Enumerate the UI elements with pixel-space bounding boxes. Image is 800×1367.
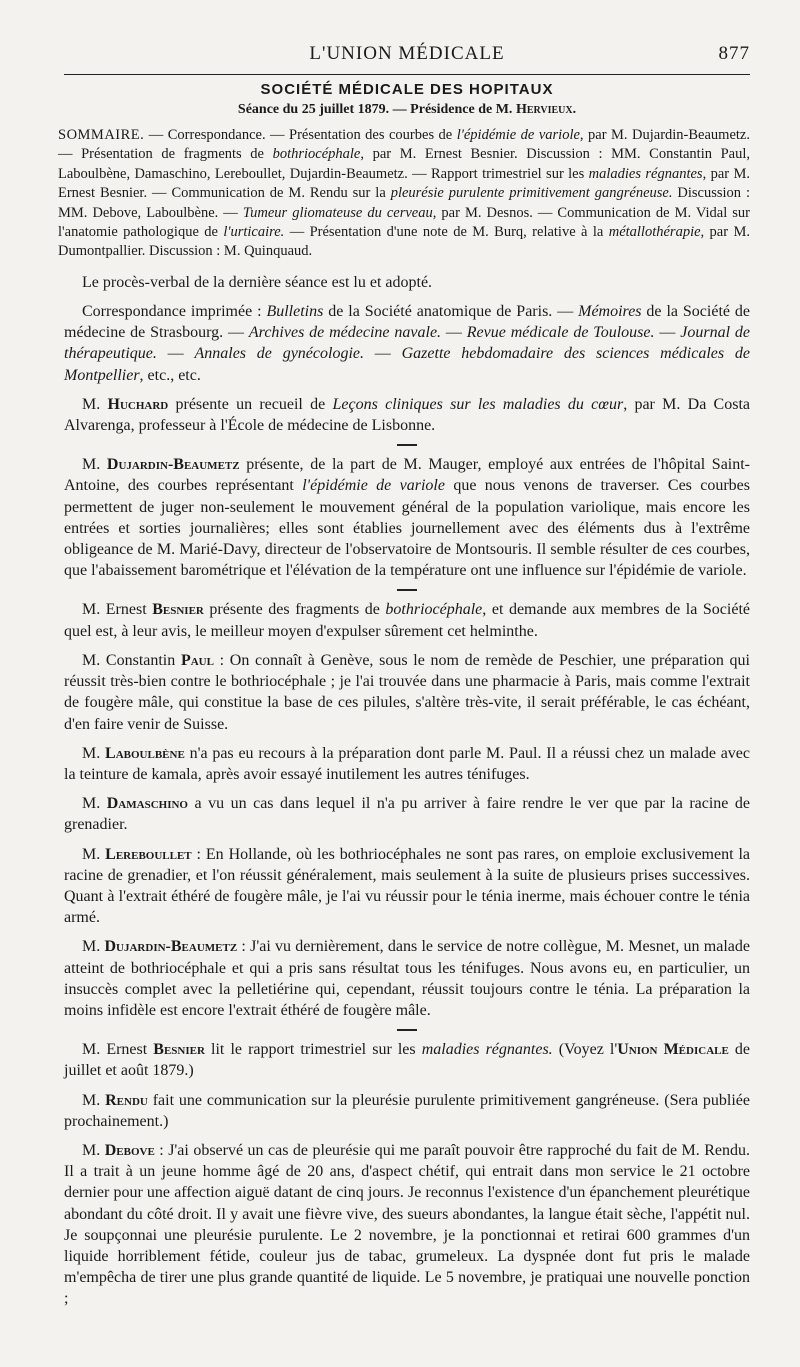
paragraph-dujardin-courbes: M. Dujardin-Beaumetz présente, de la part de M. Mauger, employé aux entrées de l'hôpital Saint-Antoine, des courbes représentant l'épidémie de variole que nous venons de traverser. Ces courbes permettent de juger non-seulement le mouvement général de la population variolique, mais encore les entrées et sorties journalières; elles sont établies journellement avec des éléments dus à l'extrême obligeance de M. Marié-Davy, directeur de l'observatoire de Montsouris. Il semble résulter de ces courbes, que l'abaissement barométrique et l'élévation de la température ont une influence sur l'épidémie de variole. bbox=[64, 456, 751, 580]
paragraph-damaschino: M. Damaschino a vu un cas dans lequel il n'a pu arriver à faire rendre le ver que par la racine de grenadier. bbox=[64, 795, 751, 834]
sommaire-label: SOMMAIRE. bbox=[58, 127, 145, 143]
paragraph-proces-verbal: Le procès-verbal de la dernière séance est lu et adopté. bbox=[82, 273, 433, 291]
paragraph-huchard: M. Huchard présente un recueil de Leçons cliniques sur les maladies du cœur, par M. Da Costa Alvarenga, professeur à l'École de médecine de Lisbonne. bbox=[64, 395, 751, 435]
paragraph-lereboullet: M. Lereboullet : En Hollande, où les bothriocéphales ne sont pas rares, on emploie exclusivement la racine de grenadier, et l'on réussit généralement, mais seulement à la suite de plusieurs prises successives. Quant à l'extrait éthéré de fougère mâle, je l'ai vu réussir pour le ténia inerme, mais échouer contre le ténia armé. bbox=[64, 845, 751, 927]
journal-title: L'UNION MÉDICALE bbox=[309, 43, 505, 64]
paragraph-besnier-bothriocephale: M. Ernest Besnier présente des fragments de bothriocéphale, et demande aux membres de la Société quel est, à leur avis, le meilleur moyen d'expulser sûrement cet helminthe. bbox=[64, 601, 751, 640]
page-content bbox=[58, 38, 751, 1318]
section-dash bbox=[397, 589, 417, 591]
seance-line: Séance du 25 juillet 1879. — Présidence de M. Hervieux. bbox=[237, 102, 577, 117]
paragraph-paul: M. Constantin Paul : On connaît à Genève, sous le nom de remède de Peschier, une préparation qui réussit très-bien contre le bothriocéphale ; je l'ai trouvée dans une pharmacie à Paris, mais comme l'extrait de fougère mâle, qui constitue la base de ces pilules, s'altère très-vite, il serait préférable, le cas échéant, d'en faire venir de Suisse. bbox=[64, 651, 750, 733]
paragraph-laboulbene: M. Laboulbène n'a pas eu recours à la préparation dont parle M. Paul. Il a réussi chez un malade avec la teinture de kamala, après avoir essayé inutilement les autres ténifuges. bbox=[64, 744, 751, 783]
society-title: SOCIÉTÉ MÉDICALE DES HOPITAUX bbox=[260, 81, 554, 98]
paragraph-correspondance: Correspondance imprimée : Bulletins de la Société anatomique de Paris. — Mémoires de la Société de médecine de Strasbourg. — Archives de médecine navale. — Revue médicale de Toulouse. — Journal de thérapeutique. — Annales de gynécologie. — Gazette hebdomadaire des sciences médicales de Montpellier, etc., etc. bbox=[64, 303, 751, 384]
header-rule bbox=[64, 74, 750, 75]
paragraph-dujardin-tenifuges: M. Dujardin-Beaumetz : J'ai vu dernièrement, dans le service de notre collègue, M. Mesnet, un malade atteint de bothriocéphale et qui a pris sans résultat tous les ténifuges. Nous avons eu, en particulier, un insuccès complet avec la pelletiérine qui, cependant, réussit toujours contre le ténia. La préparation la moins infidèle est encore l'extrait éthéré de fougère mâle. bbox=[64, 938, 751, 1019]
section-dash bbox=[397, 444, 417, 446]
paragraph-besnier-rapport: M. Ernest Besnier lit le rapport trimestriel sur les maladies régnantes. (Voyez l'Union Médicale de juillet et août 1879.) bbox=[64, 1041, 751, 1080]
paragraph-debove: M. Debove : J'ai observé un cas de pleurésie qui me paraît pouvoir être rapproché du fait de M. Rendu. Il a trait à un jeune homme âgé de 20 ans, d'aspect chétif, qui entrait dans mon service le 21 octobre dernier pour une affection aiguë datant de cinq jours. Je reconnus l'existence d'un épanchement pleurétique abondant du côté droit. Il y avait une fièvre vive, des sueurs abondantes, la langue était sèche, l'appétit nul. Je soupçonnai une pleurésie purulente. Le 2 novembre, je la ponctionnai et retirai 600 grammes d'un liquide horriblement fétide, couleur jus de tabac, grumeleux. La dyspnée dont fut pris le malade m'empêcha de tirer une plus grande quantité de liquide. Le 5 novembre, je pratiquai une nouvelle ponction ; bbox=[64, 1141, 751, 1308]
president-name: Hervieux. bbox=[515, 102, 577, 117]
section-dash bbox=[397, 1029, 417, 1031]
running-head bbox=[64, 38, 750, 70]
page-number: 877 bbox=[718, 43, 750, 64]
sommaire: SOMMAIRE. — Correspondance. — Présentation des courbes de l'épidémie de variole, par M. Dujardin-Beaumetz. — Présentation de fragments de bothriocéphale, par M. Ernest Besnier. Discussion : MM. Constantin Paul, Laboulbène, Damaschino, Lereboullet, Dujardin-Beaumetz. — Rapport trimestriel sur les maladies régnantes, par M. Ernest Besnier. — Communication de M. Rendu sur la pleurésie purulente primitivement gangréneuse. Discussion : MM. Debove, Laboulbène. — Tumeur gliomateuse du cerveau, par M. Desnos. — Communication de M. Vidal sur l'anatomie pathologique de l'urticaire. — Présentation d'une note de M. Burq, relative à la métallothérapie, par M. Dumontpallier. Discussion : M. Quinquaud. bbox=[58, 127, 751, 260]
paragraph-rendu: M. Rendu fait une communication sur la pleurésie purulente primitivement gangréneuse. (Sera publiée prochainement.) bbox=[64, 1091, 751, 1130]
